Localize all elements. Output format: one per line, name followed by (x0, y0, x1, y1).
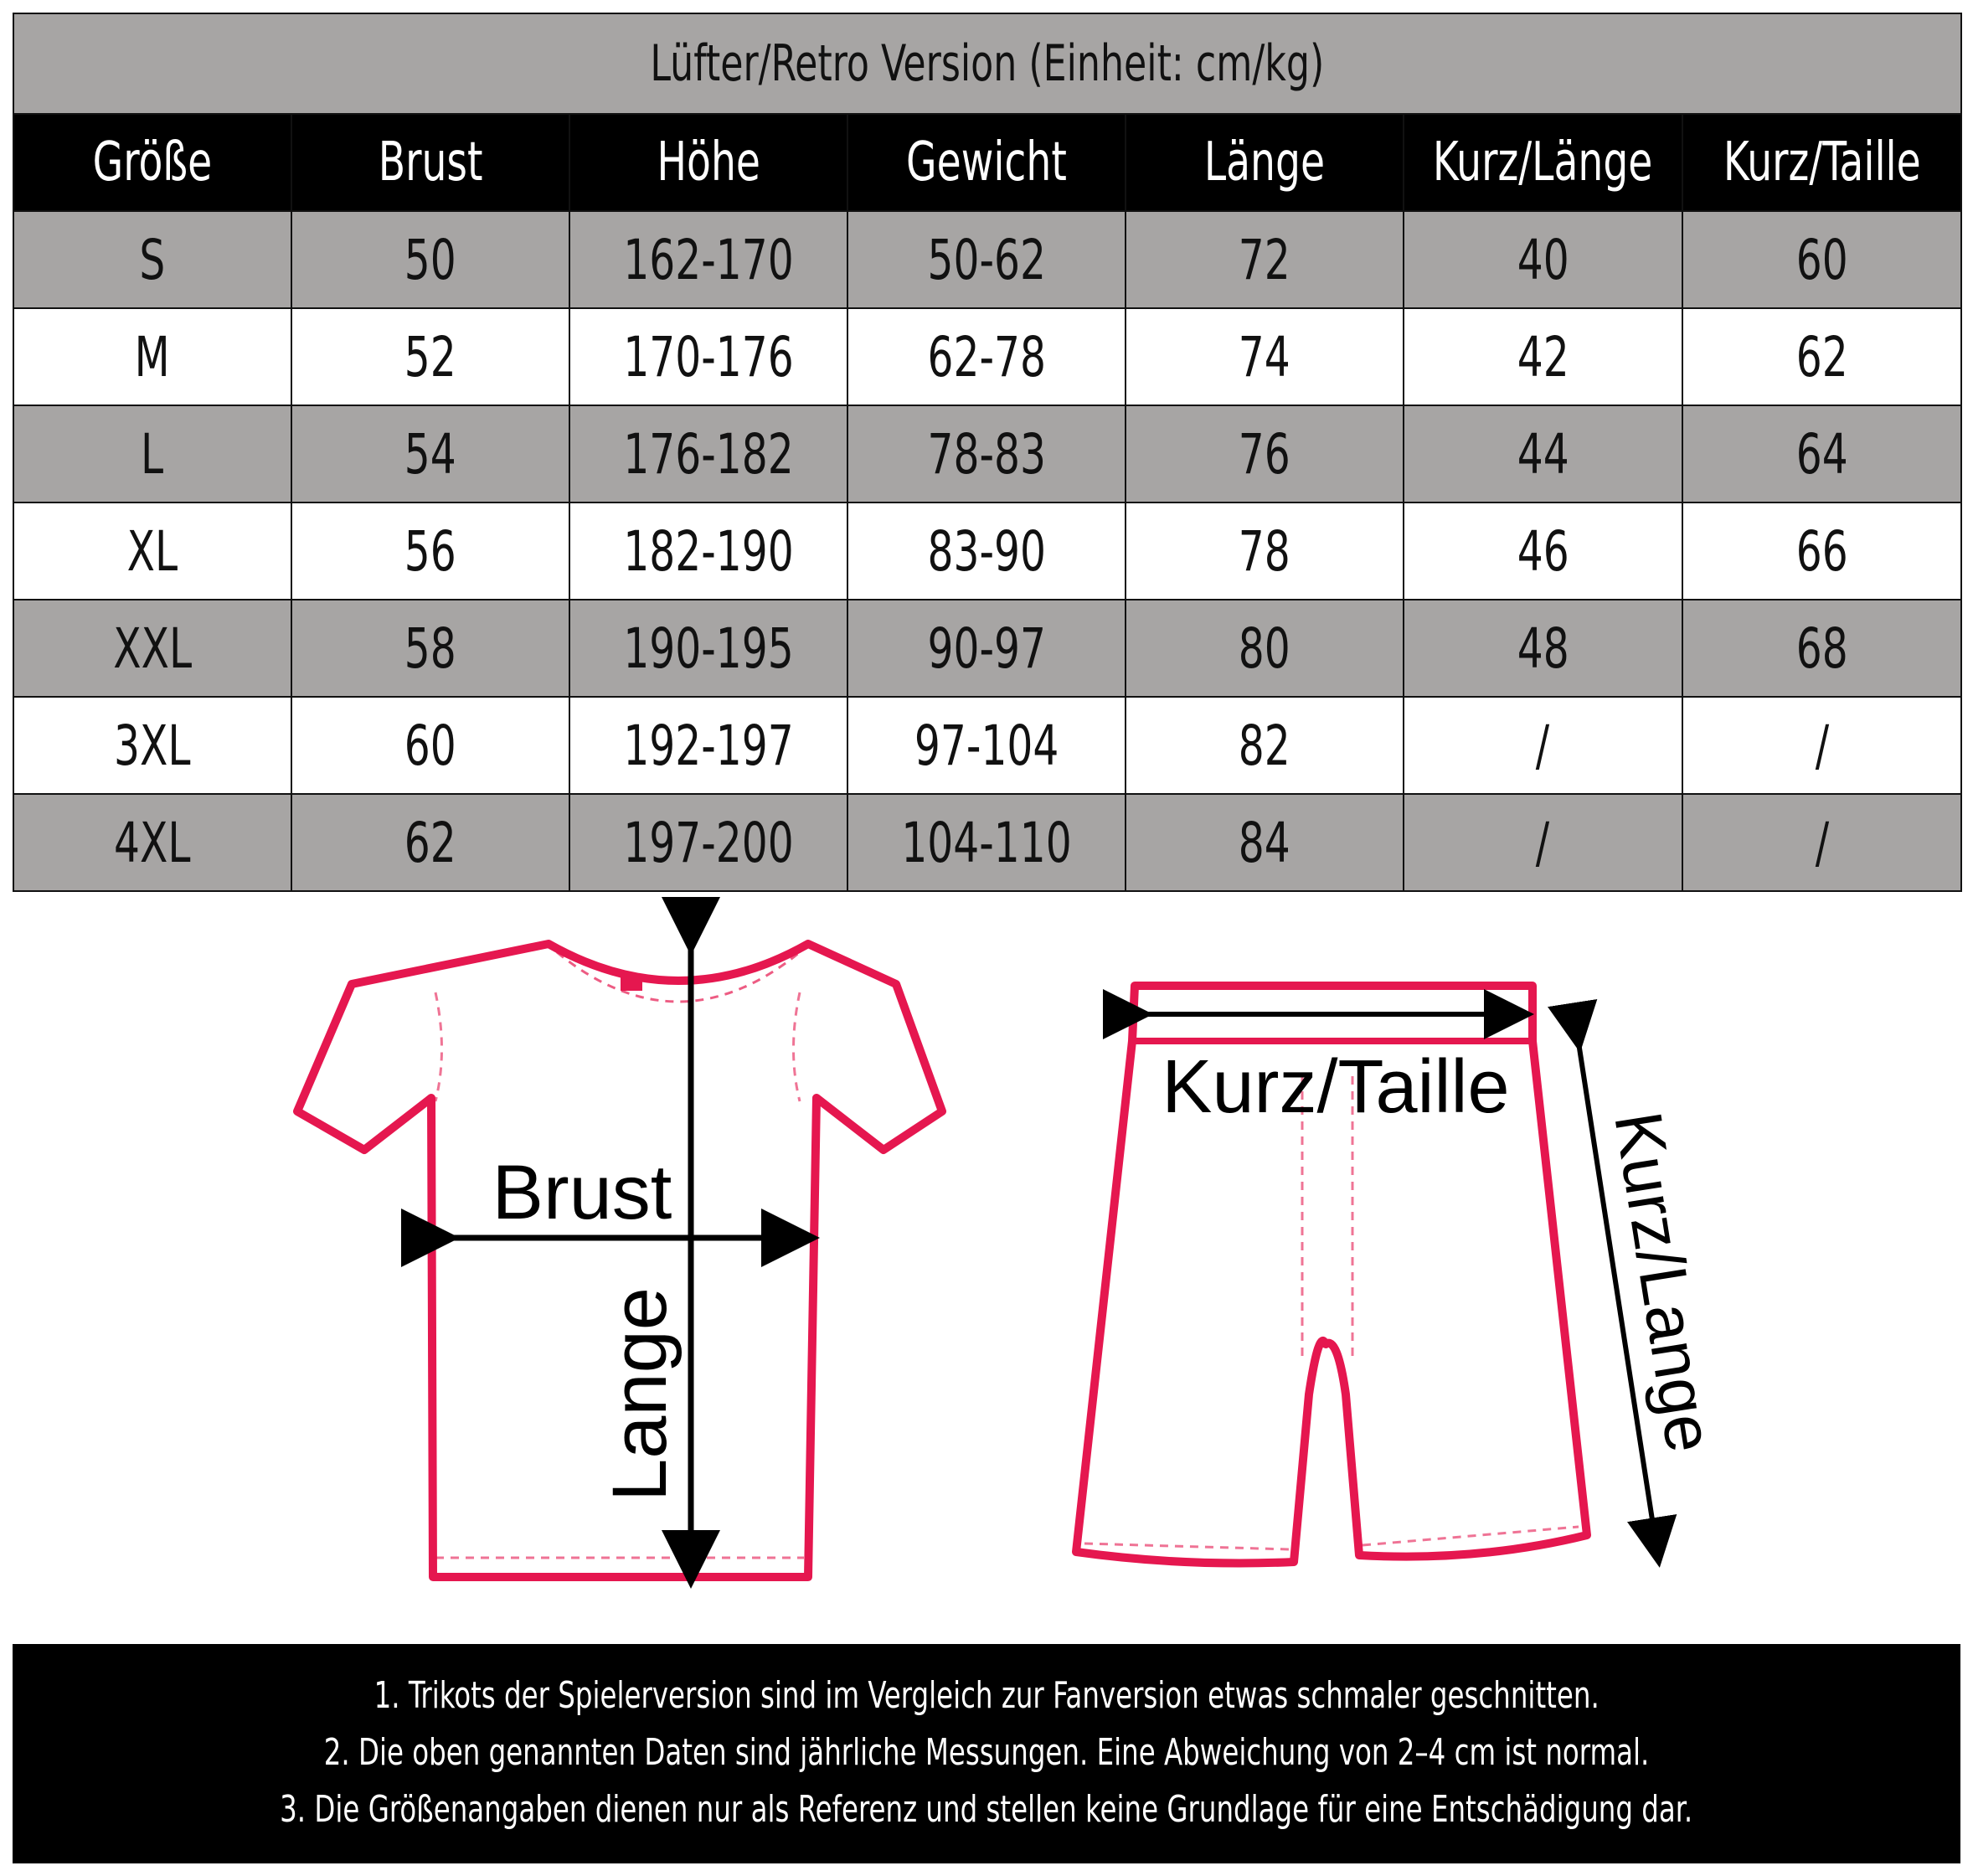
cell-length: 82 (1126, 697, 1404, 794)
size-table (13, 13, 1962, 892)
cell-length: 72 (1126, 211, 1404, 308)
cell-short-length: 44 (1404, 405, 1682, 502)
cell-chest: 60 (291, 697, 569, 794)
waist-label: Kurz/Taille (1162, 1045, 1510, 1129)
header-brust: Brust (291, 114, 569, 211)
cell-height: 162-170 (569, 211, 847, 308)
table-row (13, 211, 1961, 308)
cell-weight: 90-97 (847, 600, 1126, 697)
cell-weight: 78-83 (847, 405, 1126, 502)
cell-chest: 62 (291, 794, 569, 891)
cell-size: 3XL (13, 697, 291, 794)
cell-height: 170-176 (569, 308, 847, 405)
shorts-hem-stitch-left (1084, 1544, 1290, 1549)
cell-short-waist: / (1682, 794, 1961, 891)
cell-short-length: 46 (1404, 502, 1682, 600)
cell-size: XL (13, 502, 291, 600)
cell-short-waist: 66 (1682, 502, 1961, 600)
cell-length: 76 (1126, 405, 1404, 502)
cell-short-waist: 64 (1682, 405, 1961, 502)
cell-size: 4XL (13, 794, 291, 891)
cell-short-length: / (1404, 794, 1682, 891)
note-line: 3. Die Größenangaben dienen nur als Referenz und stellen keine Grundlage für eine Entschädigung dar. (280, 1788, 1693, 1831)
cell-short-length: 42 (1404, 308, 1682, 405)
cell-height: 190-195 (569, 600, 847, 697)
cell-chest: 50 (291, 211, 569, 308)
cell-size: XXL (13, 600, 291, 697)
cell-height: 182-190 (569, 502, 847, 600)
chest-label: Brust (492, 1150, 672, 1235)
size-chart-sheet (13, 13, 1960, 1863)
short-length-label: Kurz/Lange (1600, 1106, 1728, 1457)
cell-height: 197-200 (569, 794, 847, 891)
tshirt-seam-right (794, 992, 801, 1101)
cell-short-waist: 62 (1682, 308, 1961, 405)
cell-length: 78 (1126, 502, 1404, 600)
tshirt-diagram (297, 944, 942, 1577)
cell-size: M (13, 308, 291, 405)
header-laenge: Länge (1126, 114, 1404, 211)
measurement-diagram (13, 892, 1960, 1646)
cell-weight: 50-62 (847, 211, 1126, 308)
header-groesse: Größe (13, 114, 291, 211)
cell-size: S (13, 211, 291, 308)
cell-height: 192-197 (569, 697, 847, 794)
cell-length: 74 (1126, 308, 1404, 405)
cell-short-waist: 60 (1682, 211, 1961, 308)
header-kurz-laenge: Kurz/Länge (1404, 114, 1682, 211)
shorts-diagram (1076, 986, 1728, 1564)
table-row (13, 308, 1961, 405)
cell-weight: 83-90 (847, 502, 1126, 600)
cell-short-length: 40 (1404, 211, 1682, 308)
cell-weight: 104-110 (847, 794, 1126, 891)
note-line: 2. Die oben genannten Daten sind jährliche Messungen. Eine Abweichung von 2–4 cm ist normal. (323, 1731, 1650, 1774)
header-row (13, 114, 1961, 211)
table-row (13, 405, 1961, 502)
table-title-row (13, 13, 1961, 114)
tshirt-label-tag (621, 976, 642, 991)
table-row (13, 502, 1961, 600)
table-row (13, 600, 1961, 697)
cell-height: 176-182 (569, 405, 847, 502)
cell-short-length: / (1404, 697, 1682, 794)
header-gewicht: Gewicht (847, 114, 1126, 211)
header-kurz-taille: Kurz/Taille (1682, 114, 1961, 211)
cell-length: 84 (1126, 794, 1404, 891)
cell-chest: 56 (291, 502, 569, 600)
table-title: Lüfter/Retro Version (Einheit: cm/kg) (13, 13, 1961, 114)
cell-chest: 58 (291, 600, 569, 697)
cell-length: 80 (1126, 600, 1404, 697)
cell-short-length: 48 (1404, 600, 1682, 697)
header-hoehe: Höhe (569, 114, 847, 211)
note-line: 1. Trikots der Spielerversion sind im Vergleich zur Fanversion etwas schmaler geschnitten. (373, 1674, 1600, 1717)
table-row (13, 794, 1961, 891)
cell-size: L (13, 405, 291, 502)
cell-chest: 54 (291, 405, 569, 502)
cell-short-waist: / (1682, 697, 1961, 794)
length-label: Lange (597, 1287, 683, 1502)
cell-short-waist: 68 (1682, 600, 1961, 697)
notes-panel (13, 1644, 1960, 1863)
table-row (13, 697, 1961, 794)
tshirt-seam-left (435, 992, 442, 1101)
cell-weight: 62-78 (847, 308, 1126, 405)
cell-weight: 97-104 (847, 697, 1126, 794)
cell-chest: 52 (291, 308, 569, 405)
